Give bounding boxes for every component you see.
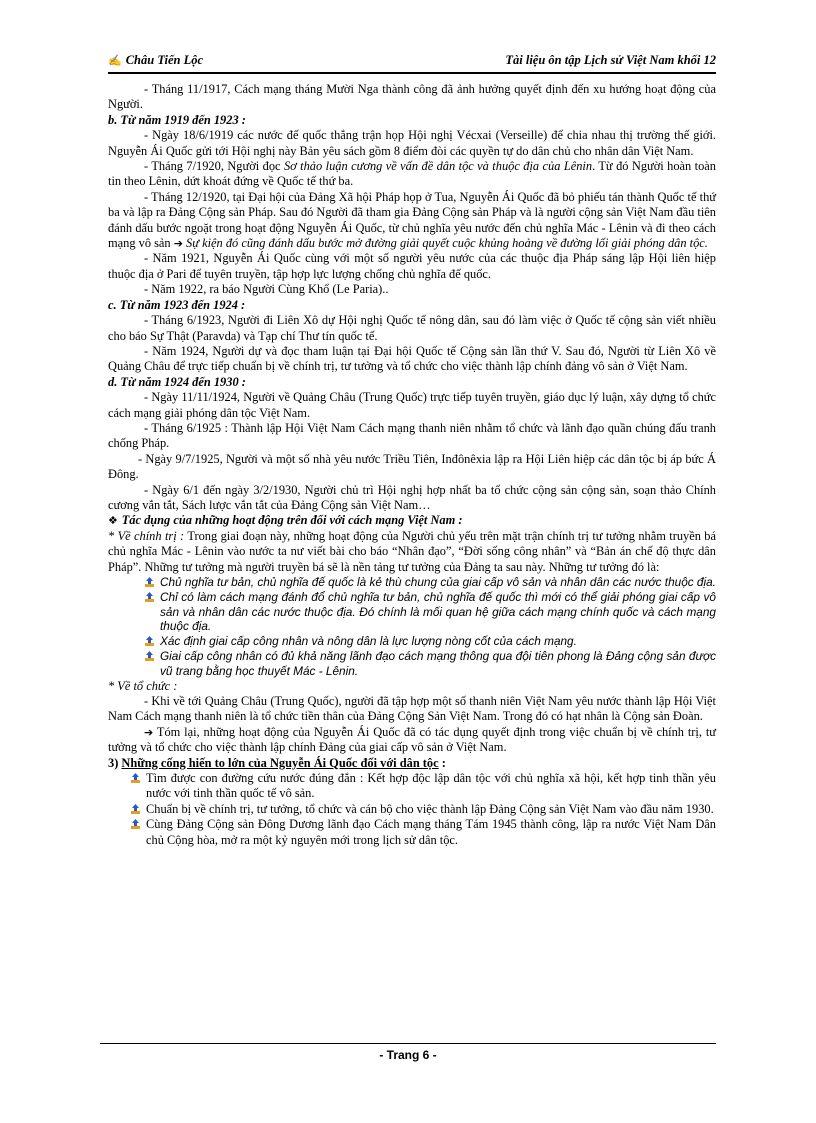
paragraph: - Ngày 18/6/1919 các nước đế quốc thắng trận họp Hội nghị Vécxai (Verseille) để chia nhau thị trường thế giới. Nguyễn Ái Quốc gửi tới Hội nghị này Bản yêu sách gồm 8 điểm đòi các quyền tự do dân chủ cho nhân dân Việt Nam. <box>108 128 716 158</box>
subheading-label: * Về tổ chức : <box>108 678 178 693</box>
arrow-bullet-icon <box>130 804 141 815</box>
idea-text: Xác định giai cấp công nhân và nông dân là lực lượng nòng cốt của cách mạng. <box>160 634 577 649</box>
paragraph: - Tháng 11/1917, Cách mạng tháng Mười Nga thành công đã ảnh hưởng quyết định đến xu hướng hoạt động của Người. <box>108 82 716 112</box>
contribution-text: Chuẩn bị về chính trị, tư tưởng, tổ chức và cán bộ cho việc thành lập Đảng Cộng sản Việt Nam vào đầu năm 1930. <box>146 801 714 816</box>
paragraph: - Năm 1922, ra báo Người Cùng Khổ (Le Paria).. <box>144 282 389 297</box>
list-item <box>144 634 716 649</box>
paragraph: - Ngày 6/1 đến ngày 3/2/1930, Người chủ trì Hội nghị hợp nhất ba tổ chức cộng sản cộng sản, soạn thảo Chính cương vắn tắt, Sách lược vắn tắt của Đảng Cộng sản Việt Nam… <box>108 482 716 512</box>
arrow-bullet-icon <box>144 636 155 647</box>
page-header <box>108 52 716 74</box>
text-run: . Từ đó Người hoàn toàn tin theo Lênin, dứt khoát đứng về Quốc tế thứ ba. <box>108 159 717 189</box>
arrow-bullet-icon <box>130 819 141 830</box>
italic-text: Sơ thảo luận cương về vấn đề dân tộc và thuộc địa của Lênin <box>283 159 593 174</box>
contributions-list <box>108 771 716 848</box>
text-run: Tóm lại, những hoạt động của Nguyễn Ái Quốc đã có tác dụng quyết định trong việc chuẩn bị về chính trị, tư tưởng và tổ chức cho việc thành lập chính Đảng của giai cấp vô sản ở Việt Nam. <box>108 724 716 755</box>
contribution-text: Tìm được con đường cứu nước đúng đắn : Kết hợp độc lập dân tộc với chủ nghĩa xã hội, kết hợp tinh thần yêu nước với tinh thần quốc tế vô sản. <box>146 771 716 801</box>
list-item <box>144 590 716 634</box>
section-heading-d: d. Từ năm 1924 đến 1930 : <box>108 374 246 389</box>
pen-icon: ✍ <box>108 55 122 67</box>
footer-divider <box>100 1043 716 1044</box>
section-heading-c: c. Từ năm 1923 đến 1924 : <box>108 297 246 312</box>
paragraph: - Khi về tới Quảng Châu (Trung Quốc), người đã tập hợp một số thanh niên Việt Nam yêu nước thành lập Hội Việt Nam Cách mạng thanh niên là tổ chức tiền thân của Đảng Cộng Sản Việt Nam. Trong đó có hạt nhân là Cộng sản Đoàn. <box>108 693 716 724</box>
document-body <box>108 82 716 848</box>
heading-colon: : <box>438 755 446 770</box>
subheading-label: * Về chính trị : <box>108 528 185 543</box>
italic-text: Sự kiện đó cũng đánh dấu bước mở đường giải quyết cuộc khủng hoảng về đường lối giải phóng dân tộc. <box>182 236 708 251</box>
idea-text: Chủ nghĩa tư bản, chủ nghĩa đế quốc là kẻ thù chung của giai cấp vô sản và nhân dân các nước thuộc địa. <box>160 575 716 589</box>
paragraph: - Ngày 9/7/1925, Người và một số nhà yêu nước Triều Tiên, Inđônêxia lập ra Hội Liên hiệp các dân tộc bị áp bức Á Đông. <box>108 451 716 482</box>
list-item <box>130 802 716 817</box>
arrow-bullet-icon <box>130 773 141 784</box>
text-run: Trong giai đoạn này, những hoạt động của Người chủ yếu trên mặt trận chính trị tư tưởng nhằm truyền bá chủ nghĩa Mác - Lênin vào nước ta nư viết bài cho báo “Nhân đạo”, “Đời sống công nhân” và “Bản án chế độ thực dân Pháp”. Những tư tưởng mà người truyền bá sẽ là nền tảng tư tưởng của Đảng ta sau này. Những tư tưởng đó là: <box>108 528 717 574</box>
list-item <box>130 771 716 802</box>
paragraph: - Tháng 6/1925 : Thành lập Hội Việt Nam Cách mạng thanh niên nhằm tổ chức và lãnh đạo quần chúng đấu tranh chống Pháp. <box>108 420 716 451</box>
idea-text: Giai cấp công nhân có đủ khả năng lãnh đạo cách mạng thông qua đội tiên phong là Đảng cộng sản được vũ trang bằng học thuyết Mác - Lênin. <box>160 648 716 678</box>
arrow-bullet-icon <box>144 592 155 603</box>
page-number: - Trang 6 - <box>379 1048 437 1062</box>
list-item <box>144 649 716 679</box>
text-run: - Tháng 12/1920, tại Đại hội của Đảng Xã hội Pháp họp ở Tua, Nguyễn Ái Quốc đã bỏ phiếu tán thành Quốc tế thứ ba và lập ra Đảng Cộng sản Pháp. Sau đó Người đã tham gia Đảng Cộng sản Pháp và là người cộng sản Việt Nam đầu tiên đánh dấu bước ngoặt trong hoạt động Nguyễn Ái Quốc, từ chủ nghĩa yêu nước đến chủ nghĩa Mác - Lênin và đi theo cách mạng vô sản <box>108 189 716 251</box>
contribution-text: Cùng Đảng Cộng sản Đông Dương lãnh đạo Cách mạng tháng Tám 1945 thành công, lập ra nước Việt Nam Dân chủ Cộng hòa, mở ra một kỷ nguyên mới trong lịch sử dân tộc. <box>146 817 716 847</box>
paragraph <box>108 190 716 252</box>
section-heading-3 <box>108 756 716 771</box>
paragraph: - Năm 1924, Người dự và đọc tham luận tại Đại hội Quốc tế Cộng sản lần thứ V. Sau đó, Người từ Liên Xô về Quảng Châu để trực tiếp chuẩn bị về chính trị, tư tưởng và tổ chức cho việc thành lập chính đảng vô sản ở Việt Nam. <box>108 343 716 374</box>
paragraph <box>108 529 716 575</box>
idea-text: Chỉ có làm cách mạng đánh đổ chủ nghĩa tư bản, chủ nghĩa đế quốc thì mới có thể giải phóng giai cấp vô sản và nhân dân các nước thuộc địa. Đó chính là mối quan hệ giữa cách mạng chính quốc và cách mạng thuộc địa. <box>160 589 716 634</box>
arrow-icon: ➔ <box>144 725 154 739</box>
text-run: - Tháng 7/1920, Người đọc <box>144 159 284 174</box>
summary-paragraph <box>108 725 716 756</box>
diamond-bullet-icon: ❖ <box>108 514 122 528</box>
arrow-icon: ➔ <box>173 237 183 251</box>
paragraph <box>108 159 716 190</box>
header-author <box>108 53 203 68</box>
section-heading-b: b. Từ năm 1919 đến 1923 : <box>108 112 246 127</box>
section-number: 3) <box>108 755 122 770</box>
ideas-list <box>108 575 716 679</box>
paragraph: - Năm 1921, Nguyễn Ái Quốc cùng với một số người yêu nước của các thuộc địa Pháp sáng lập Hội liên hiệp thuộc địa ở Pari để tuyên truyền, tập hợp lực lượng chống chủ nghĩa đế quốc. <box>108 251 716 281</box>
heading-text: Những cống hiến to lớn của Nguyễn Ái Quốc đối với dân tộc <box>121 755 439 770</box>
heading-text: Tác dụng của những hoạt động trên đối với cách mạng Việt Nam : <box>121 513 463 528</box>
paragraph: - Ngày 11/11/1924, Người về Quảng Châu (Trung Quốc) trực tiếp tuyên truyền, giáo dục lý luận, xây dựng tổ chức cách mạng giải phóng dân tộc Việt Nam. <box>108 390 716 420</box>
list-item <box>130 817 716 848</box>
section-heading-effects <box>108 513 716 528</box>
arrow-bullet-icon <box>144 651 155 662</box>
paragraph: - Tháng 6/1923, Người đi Liên Xô dự Hội nghị Quốc tế nông dân, sau đó làm việc ở Quốc tế cộng sản viết nhiều cho báo Sự Thật (Paravda) và Tạp chí Thư tín quốc tế. <box>108 313 716 343</box>
author-name: Châu Tiến Lộc <box>125 53 204 67</box>
arrow-bullet-icon <box>144 577 155 588</box>
header-title: Tài liệu ôn tập Lịch sử Việt Nam khối 12 <box>505 53 716 67</box>
list-item <box>144 575 716 590</box>
